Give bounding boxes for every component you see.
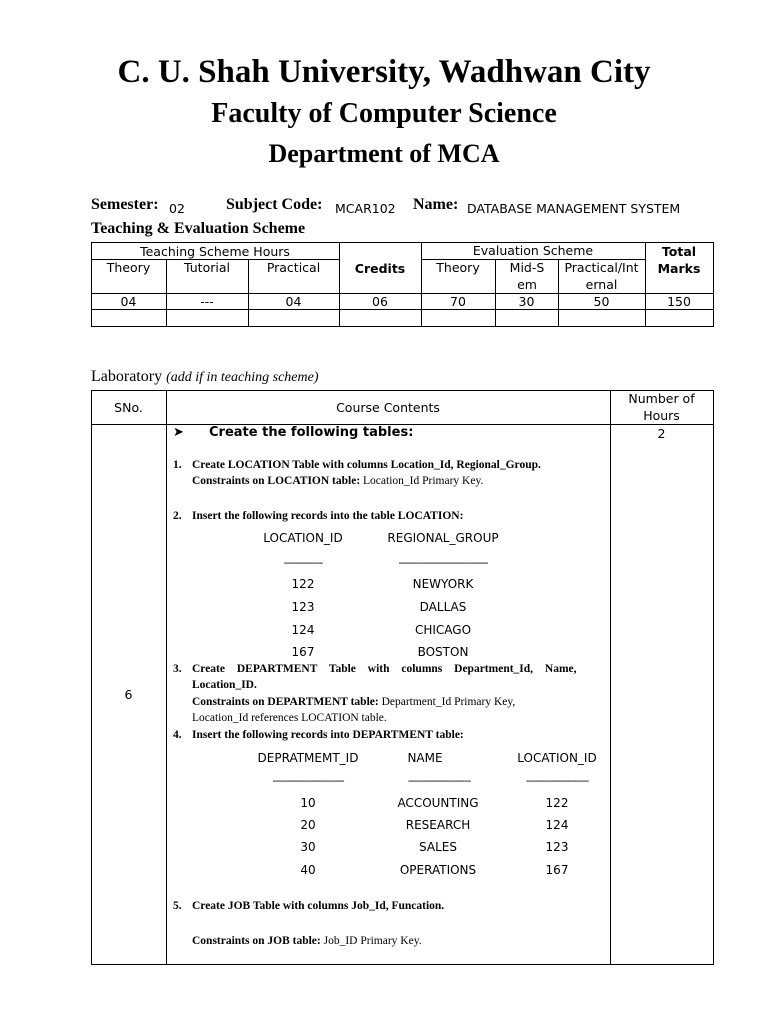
department-col-id: DEPRATMEMT_ID [257, 751, 359, 765]
midsem-header: Mid-Sem [509, 260, 545, 292]
theory-value: 04 [120, 294, 137, 309]
location-row-group: DALLAS [419, 600, 467, 614]
item-3-line-2: Location_ID. [192, 679, 257, 691]
total-marks-value: 150 [667, 294, 691, 309]
department-row-location: 167 [545, 863, 569, 877]
location-col-id: LOCATION_ID [263, 531, 343, 545]
department-dash-1: ------------------------ [272, 774, 344, 787]
credits-header: Credits [354, 261, 406, 276]
name-value: DATABASE MANAGEMENT SYSTEM [467, 201, 681, 216]
item-2: 2. Insert the following records into the table LOCATION: [173, 510, 464, 522]
department-row-id: 30 [300, 840, 316, 854]
theory-header: Theory [106, 260, 151, 275]
department-row-location: 124 [545, 818, 569, 832]
department-row-location: 122 [545, 796, 569, 810]
department-title: Department of MCA [268, 139, 500, 168]
department-dash-3: --------------------- [525, 774, 589, 787]
department-col-name: NAME [407, 751, 443, 765]
department-row-id: 20 [300, 818, 316, 832]
location-row-id: 124 [291, 623, 315, 637]
laboratory-heading [91, 368, 318, 386]
practical-internal-value: 50 [593, 294, 610, 309]
eval-theory-value: 70 [450, 294, 466, 309]
laboratory-title: Laboratory [91, 368, 163, 385]
faculty-title: Faculty of Computer Science [211, 98, 557, 129]
location-row-id: 122 [291, 577, 315, 591]
teaching-scheme-header: Teaching Scheme Hours [140, 244, 290, 259]
item-5: 5. Create JOB Table with columns Job_Id, Funcation. [173, 900, 445, 912]
department-col-location: LOCATION_ID [517, 751, 597, 765]
midsem-value: 30 [518, 294, 535, 309]
university-title: C. U. Shah University, Wadhwan City [117, 54, 651, 90]
tutorial-header: Tutorial [184, 260, 230, 275]
location-dash-1: ------------- [283, 556, 323, 569]
department-row-name: SALES [419, 840, 457, 854]
item-4: 4. Insert the following records into DEPARTMENT table: [173, 729, 464, 741]
subject-code-label: Subject Code: [226, 196, 323, 213]
item-3: 3. Create DEPARTMENT Table with columns Department_Id, Name, [173, 663, 577, 675]
department-dash-2: --------------------- [407, 774, 471, 787]
sno-header: SNo. [114, 400, 143, 415]
location-dash-2: ------------------------------ [398, 556, 488, 569]
laboratory-note: (add if in teaching scheme) [166, 370, 319, 385]
item-5-constraint: Constraints on JOB table: Job_ID Primary Key. [192, 935, 422, 947]
department-row-name: ACCOUNTING [397, 796, 479, 810]
item-3-constraint: Constraints on DEPARTMENT table: Department_Id Primary Key, [192, 696, 516, 708]
hours-header: Number of Hours [628, 391, 695, 423]
department-row-id: 40 [300, 863, 316, 877]
eval-theory-header: Theory [436, 260, 480, 275]
department-row-id: 10 [300, 796, 316, 810]
practical-header: Practical [266, 260, 321, 275]
location-row-id: 123 [291, 600, 315, 614]
practical-value: 04 [285, 294, 302, 309]
location-col-group: REGIONAL_GROUP [387, 531, 499, 545]
department-row-name: OPERATIONS [399, 863, 477, 877]
practical-internal-header: Practical/Internal [564, 260, 639, 292]
location-row-id: 167 [291, 645, 315, 659]
location-row-group: NEWYORK [412, 577, 474, 591]
sno-value: 6 [124, 687, 133, 702]
semester-value: 02 [169, 201, 185, 216]
tutorial-value: --- [200, 294, 214, 309]
evaluation-scheme-header: Evaluation Scheme [472, 243, 594, 258]
semester-label: Semester: [91, 196, 159, 213]
bullet-heading: ➤ Create the following tables: [173, 425, 414, 440]
department-row-location: 123 [545, 840, 569, 854]
hours-value: 2 [657, 426, 666, 441]
teaching-section-title: Teaching & Evaluation Scheme [91, 220, 306, 237]
location-row-group: CHICAGO [414, 623, 472, 637]
arrow-bullet-icon: ➤ [173, 425, 184, 440]
course-contents-header: Course Contents [336, 400, 440, 415]
item-3-constraint-line-2: Location_Id references LOCATION table. [192, 712, 387, 724]
subject-code-value: MCAR102 [335, 201, 396, 216]
department-row-name: RESEARCH [405, 818, 471, 832]
name-label: Name: [413, 196, 459, 213]
total-marks-header: Total Marks [657, 244, 701, 276]
item-1-constraint: Constraints on LOCATION table: Location_Id Primary Key. [192, 475, 484, 487]
credits-value: 06 [372, 294, 388, 309]
item-1: 1. Create LOCATION Table with columns Location_Id, Regional_Group. [173, 459, 541, 471]
location-row-group: BOSTON [417, 645, 469, 659]
